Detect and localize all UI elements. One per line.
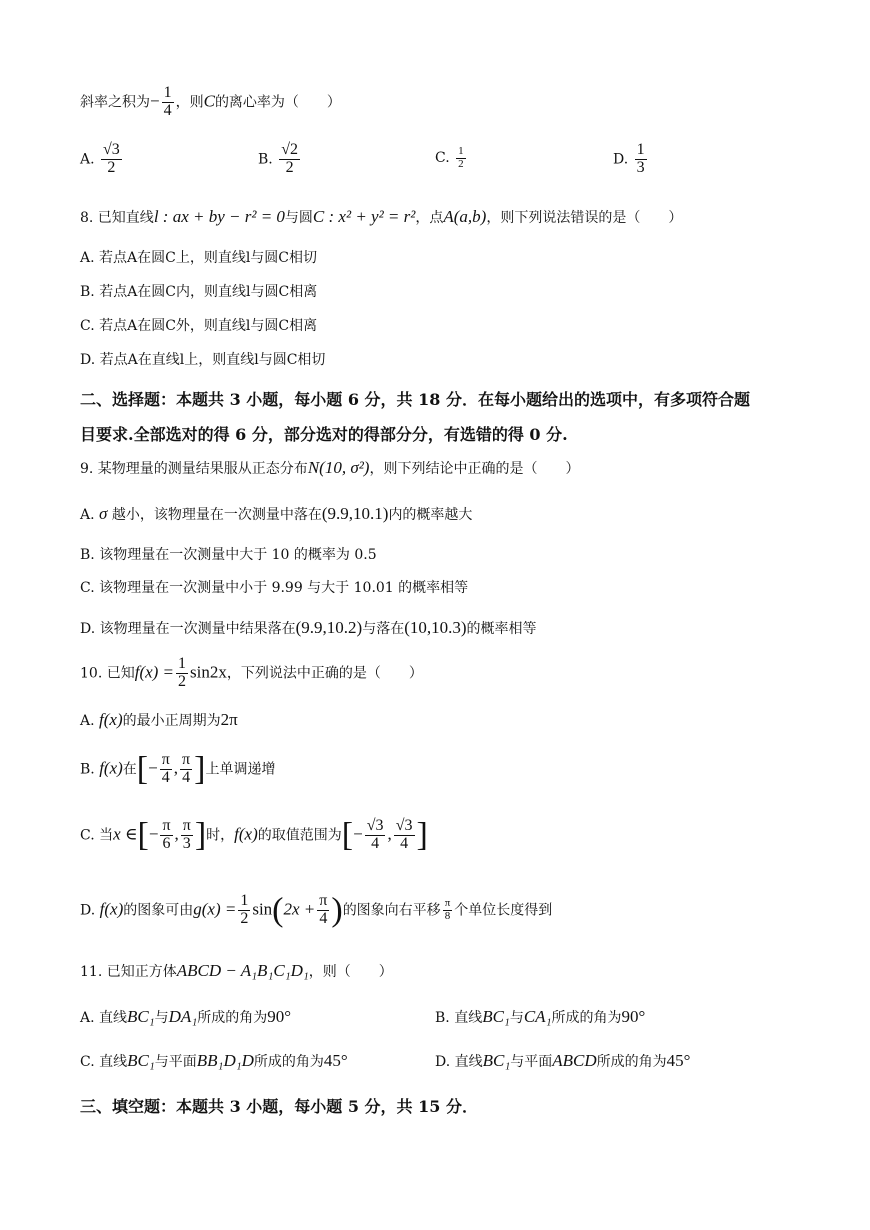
q9-option-c[interactable]: C. 该物理量在一次测量中小于 9.99 与大于 10.01 的概率相等 bbox=[80, 580, 469, 596]
q7-stem-line: 斜率之积为− $\frac{1}{4}$ ，则C的离心率为（ ） bbox=[80, 84, 341, 119]
section-3-heading: 三、填空题：本题共 3 小题，每小题 5 分，共 15 分． bbox=[80, 1097, 478, 1116]
q8-line-equation: l : ax + by − r² = 0 bbox=[153, 207, 285, 226]
q11-option-b[interactable]: B. 直线BC₁与CA₁所成的角为90° bbox=[435, 1007, 646, 1026]
q10-option-d[interactable]: D. f(x)的图象可由g(x) = $\frac{1}{2}$ sin(2x + $\frac{\pi}{4}$ )的图象向右平移 $\frac{\pi}{8}$ 个单位长度得到 bbox=[80, 891, 553, 929]
q7-stem-text: 斜率之积为 bbox=[80, 94, 150, 111]
q7-fraction: $\frac{1}{4}$ bbox=[163, 84, 172, 119]
q9-option-d[interactable]: D. 该物理量在一次测量中结果落在(9.9,10.2)与落在(10,10.3)的概率相等 bbox=[80, 618, 537, 637]
q9-option-a[interactable]: A. σ 越小，该物理量在一次测量中落在(9.9,10.1)内的概率越大 bbox=[80, 504, 473, 523]
q10-stem: 10. 已知f(x) = $\frac{1}{2}$ sin2x，下列说法中正确的是（ ） bbox=[80, 655, 423, 690]
q7-option-a[interactable]: A. $\frac{√3}{2}$ bbox=[80, 141, 120, 176]
q11-option-a[interactable]: A. 直线BC₁与DA₁所成的角为90° bbox=[80, 1007, 292, 1026]
q7-option-d[interactable]: D. $\frac{1}{3}$ bbox=[613, 141, 645, 176]
q7-option-b[interactable]: B. $\frac{√2}{2}$ bbox=[258, 141, 298, 176]
q8-stem: 8. 已知直线l : ax + by − r² = 0与圆C : x² + y² = r²，点A(a,b)，则下列说法错误的是（ ） bbox=[80, 207, 683, 226]
q8-point: A(a,b) bbox=[443, 207, 487, 226]
q10-option-a[interactable]: A. f(x)的最小正周期为2π bbox=[80, 710, 238, 729]
q7-option-c[interactable]: C. $\frac{1}{2}$ bbox=[435, 145, 464, 170]
q11-stem: 11. 已知正方体ABCD − A₁B₁C₁D₁，则（ ） bbox=[80, 961, 393, 980]
q8-circle-equation: C : x² + y² = r² bbox=[312, 207, 416, 226]
q9-option-b[interactable]: B. 该物理量在一次测量中大于 10 的概率为 0.5 bbox=[80, 547, 377, 563]
q8-option-b[interactable]: B. 若点A在圆C内，则直线l与圆C相离 bbox=[80, 284, 318, 300]
q10-option-b[interactable]: B. f(x)在[− $\frac{\pi}{4}$ , $\frac{\pi}{4}$ ]上单调递增 bbox=[80, 750, 276, 788]
q8-option-a[interactable]: A. 若点A在圆C上，则直线l与圆C相切 bbox=[80, 250, 318, 266]
q9-stem: 9. 某物理量的测量结果服从正态分布N(10, σ²)，则下列结论中正确的是（ ） bbox=[80, 458, 580, 477]
section-2-heading-line1: 二、选择题：本题共 3 小题，每小题 6 分，共 18 分．在每小题给出的选项中，有多项符合题 bbox=[80, 390, 750, 409]
q11-option-d[interactable]: D. 直线BC₁与平面ABCD所成的角为45° bbox=[435, 1051, 691, 1070]
minus-sign: − bbox=[150, 91, 160, 111]
section-2-heading-line2: 目要求.全部选对的得 6 分，部分选对的得部分分，有选错的得 0 分. bbox=[80, 425, 568, 444]
q11-option-c[interactable]: C. 直线BC₁与平面BB₁D₁D所成的角为45° bbox=[80, 1051, 348, 1070]
q9-distribution: N(10, σ²) bbox=[307, 458, 370, 477]
q8-option-d[interactable]: D. 若点A在直线l上，则直线l与圆C相切 bbox=[80, 352, 326, 368]
q8-option-c[interactable]: C. 若点A在圆C外，则直线l与圆C相离 bbox=[80, 318, 318, 334]
q11-cube: ABCD − A₁B₁C₁D₁ bbox=[176, 961, 309, 980]
q10-option-c[interactable]: C. 当x ∈[− $\frac{\pi}{6}$ , $\frac{\pi}{3}$ ]时，f(x)的取值范围为[− $\frac{√3}{4}$ , $\frac{√3}{4}$ ] bbox=[80, 816, 428, 854]
